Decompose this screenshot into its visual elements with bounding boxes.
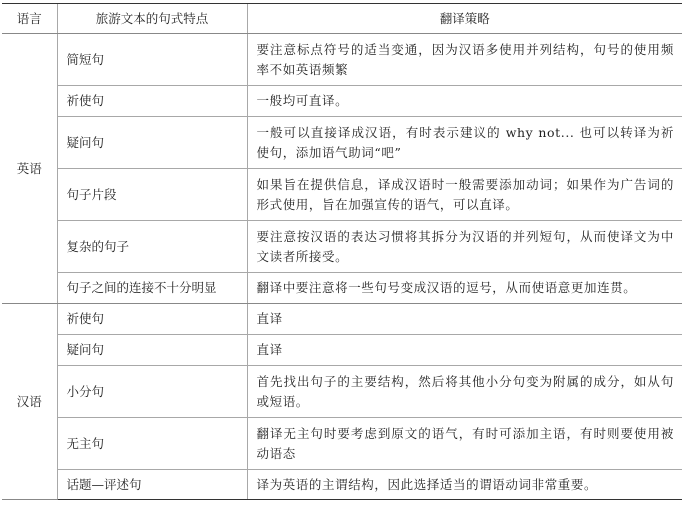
table-row bbox=[2, 221, 682, 273]
table-header-row bbox=[2, 4, 682, 34]
table-row bbox=[2, 366, 682, 418]
strategy-cell: 要注意按汉语的表达习惯将其拆分为汉语的并列短句，从而使译文为中文读者所接受。 bbox=[247, 221, 682, 273]
table-row bbox=[2, 117, 682, 169]
header-feature: 旅游文本的句式特点 bbox=[57, 4, 247, 34]
strategy-cell: 一般均可直译。 bbox=[247, 86, 682, 117]
feature-cell: 疑问句 bbox=[57, 117, 247, 169]
strategy-cell: 一般可以直接译成汉语，有时表示建议的 why not... 也可以转译为祈使句，添加语气助词“吧” bbox=[247, 117, 682, 169]
feature-cell: 无主句 bbox=[57, 418, 247, 470]
feature-cell: 句子之间的连接不十分明显 bbox=[57, 273, 247, 304]
strategy-cell: 如果旨在提供信息，译成汉语时一般需要添加动词；如果作为广告词的形式使用，旨在加强宣传的语气，可以直译。 bbox=[247, 169, 682, 221]
language-cell-english: 英语 bbox=[2, 34, 57, 304]
table-row bbox=[2, 273, 682, 304]
table-row bbox=[2, 335, 682, 366]
translation-strategy-table bbox=[2, 3, 682, 500]
strategy-cell: 要注意标点符号的适当变通，因为汉语多使用并列结构，句号的使用频率不如英语频繁 bbox=[247, 34, 682, 86]
strategy-cell: 直译 bbox=[247, 304, 682, 335]
table-row bbox=[2, 470, 682, 500]
table-row bbox=[2, 86, 682, 117]
feature-cell: 小分句 bbox=[57, 366, 247, 418]
strategy-cell: 翻译无主句时要考虑到原文的语气，有时可添加主语，有时则要使用被动语态 bbox=[247, 418, 682, 470]
language-cell-chinese: 汉语 bbox=[2, 304, 57, 500]
feature-cell: 疑问句 bbox=[57, 335, 247, 366]
table-row bbox=[2, 304, 682, 335]
header-strategy: 翻译策略 bbox=[247, 4, 682, 34]
table-row bbox=[2, 169, 682, 221]
feature-cell: 复杂的句子 bbox=[57, 221, 247, 273]
strategy-cell: 译为英语的主谓结构，因此选择适当的谓语动词非常重要。 bbox=[247, 470, 682, 500]
feature-cell: 祈使句 bbox=[57, 304, 247, 335]
table-row bbox=[2, 34, 682, 86]
table-row bbox=[2, 418, 682, 470]
feature-cell: 祈使句 bbox=[57, 86, 247, 117]
strategy-cell: 翻译中要注意将一些句号变成汉语的逗号，从而使语意更加连贯。 bbox=[247, 273, 682, 304]
header-language: 语言 bbox=[2, 4, 57, 34]
strategy-cell: 直译 bbox=[247, 335, 682, 366]
feature-cell: 话题—评述句 bbox=[57, 470, 247, 500]
strategy-cell: 首先找出句子的主要结构，然后将其他小分句变为附属的成分，如从句或短语。 bbox=[247, 366, 682, 418]
feature-cell: 句子片段 bbox=[57, 169, 247, 221]
feature-cell: 简短句 bbox=[57, 34, 247, 86]
